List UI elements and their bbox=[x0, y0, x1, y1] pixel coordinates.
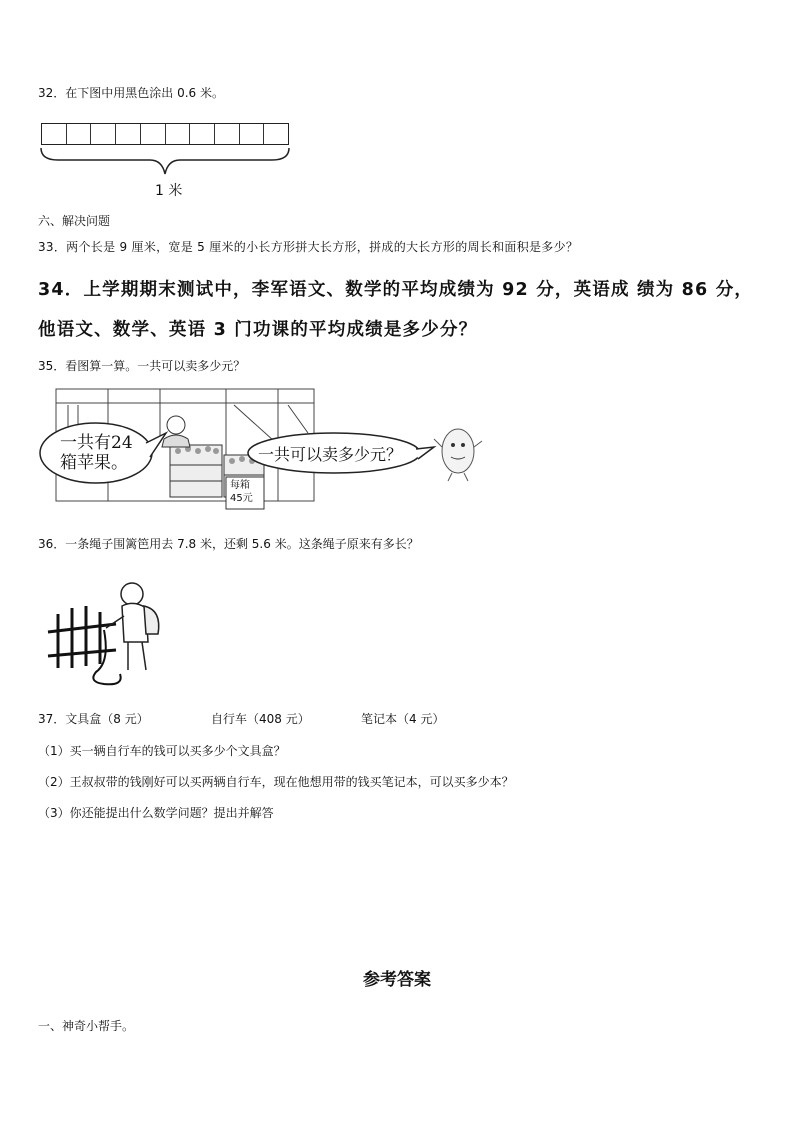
item-pencil-case: 37．文具盒（8 元） bbox=[38, 712, 149, 726]
item-bicycle: 自行车（408 元） bbox=[211, 712, 310, 726]
bubble-left-line2: 箱苹果。 bbox=[60, 453, 128, 473]
grid-cell[interactable] bbox=[91, 124, 116, 144]
grid-cell[interactable] bbox=[42, 124, 67, 144]
question-32: 32．在下图中用黑色涂出 0.6 米。 bbox=[38, 86, 224, 100]
section-title: 六、解决问题 bbox=[38, 214, 111, 228]
meter-label: 1 米 bbox=[155, 183, 183, 199]
question-37-items bbox=[38, 710, 444, 727]
grid-cell[interactable] bbox=[67, 124, 92, 144]
question-36: 36．一条绳子围篱笆用去 7.8 米，还剩 5.6 米。这条绳子原来有多长？ bbox=[38, 537, 419, 551]
answers-section-1: 一、神奇小帮手。 bbox=[38, 1019, 135, 1033]
meter-grid bbox=[41, 123, 289, 145]
grid-cell[interactable] bbox=[116, 124, 141, 144]
boy-fence-illustration bbox=[44, 572, 164, 692]
question-35: 35．看图算一算。一共可以卖多少元？ bbox=[38, 359, 246, 373]
grid-cell[interactable] bbox=[190, 124, 215, 144]
bubble-left-line1: 一共有24 bbox=[60, 433, 133, 453]
question-37-sub2: （2）王叔叔带的钱刚好可以买两辆自行车，现在他想用带的钱买笔记本，可以买多少本？ bbox=[38, 775, 514, 789]
answers-title: 参考答案 bbox=[363, 970, 431, 990]
price-sign-line2: 45元 bbox=[230, 493, 253, 504]
question-37-sub3: （3）你还能提出什么数学问题？提出并解答 bbox=[38, 806, 274, 820]
item-notebook: 笔记本（4 元） bbox=[361, 712, 445, 726]
grid-cell[interactable] bbox=[264, 124, 288, 144]
apple-shop-illustration bbox=[38, 383, 498, 513]
question-37-sub1: （1）买一辆自行车的钱可以买多少个文具盒？ bbox=[38, 744, 286, 758]
question-34-line2: 他语文、数学、英语 3 门功课的平均成绩是多少分？ bbox=[38, 320, 478, 340]
grid-cell[interactable] bbox=[215, 124, 240, 144]
curly-brace-icon bbox=[38, 146, 294, 178]
question-34-line1: 34．上学期期末测试中，李军语文、数学的平均成绩为 92 分，英语成 绩为 86 分， bbox=[38, 280, 754, 300]
grid-cell[interactable] bbox=[141, 124, 166, 144]
grid-cell[interactable] bbox=[166, 124, 191, 144]
question-33: 33．两个长是 9 厘米，宽是 5 厘米的小长方形拼大长方形，拼成的大长方形的周长和面积是多少？ bbox=[38, 240, 579, 254]
bubble-right-text: 一共可以卖多少元？ bbox=[258, 445, 403, 464]
grid-cell[interactable] bbox=[240, 124, 265, 144]
price-sign-line1: 每箱 bbox=[230, 480, 250, 491]
